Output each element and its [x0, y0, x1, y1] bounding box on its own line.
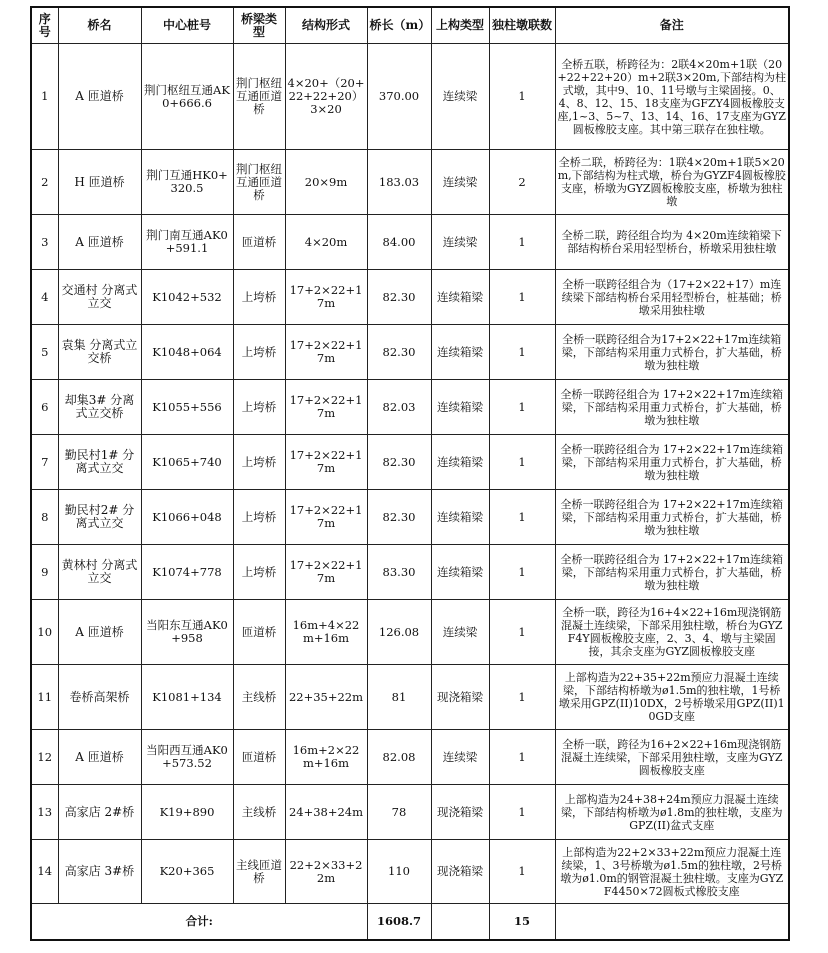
- row-structure: 22+35+22m: [285, 665, 367, 730]
- row-length: 183.03: [367, 150, 431, 215]
- row-superstructure: 连续箱梁: [431, 435, 489, 490]
- row-note: 全桥一联跨径组合为 17+2×22+17m连续箱梁，下部结构采用重力式桥台，扩大基础，桥墩为独柱墩: [555, 380, 789, 435]
- row-length: 83.30: [367, 545, 431, 600]
- row-pier-count: 1: [489, 380, 555, 435]
- row-name: 勤民村2# 分离式立交: [58, 490, 141, 545]
- row-note: 全桥五联，桥跨径为：2联4×20m+1联（20+22+22+20）m+2联3×20m,下部结构为柱式墩，其中9、10、11号墩与主梁固接。0、4、8、12、15、18支座为GFZY4圆板橡胶支座,1~3、5~7、13、14、16、17支座为GYZ圆板橡胶支座。其中第三联存在独柱墩。: [555, 44, 789, 150]
- row-structure: 17+2×22+17m: [285, 380, 367, 435]
- row-note: 全桥一联跨径组合为17+2×22+17m连续箱梁，下部结构采用重力式桥台，扩大基础，桥墩为独柱墩: [555, 325, 789, 380]
- row-no: 9: [31, 545, 58, 600]
- row-no: 6: [31, 380, 58, 435]
- row-station: 荆门互通HK0+320.5: [141, 150, 233, 215]
- row-no: 7: [31, 435, 58, 490]
- row-station: K20+365: [141, 840, 233, 904]
- row-type: 主线匝道桥: [233, 840, 285, 904]
- row-length: 84.00: [367, 215, 431, 270]
- row-length: 82.30: [367, 435, 431, 490]
- row-type: 主线桥: [233, 785, 285, 840]
- row-name: 交通村 分离式立交: [58, 270, 141, 325]
- row-type: 匝道桥: [233, 600, 285, 665]
- row-name: A 匝道桥: [58, 44, 141, 150]
- total-label: 合计:: [31, 904, 367, 941]
- row-pier-count: 1: [489, 435, 555, 490]
- row-type: 上垮桥: [233, 270, 285, 325]
- row-pier-count: 1: [489, 665, 555, 730]
- row-name: A 匝道桥: [58, 215, 141, 270]
- row-length: 126.08: [367, 600, 431, 665]
- table-row: [31, 150, 789, 215]
- table-row: [31, 325, 789, 380]
- row-station: K1065+740: [141, 435, 233, 490]
- row-pier-count: 1: [489, 490, 555, 545]
- row-pier-count: 1: [489, 270, 555, 325]
- row-name: 高家店 3#桥: [58, 840, 141, 904]
- header-name: 桥名: [58, 7, 141, 44]
- table-row: [31, 490, 789, 545]
- row-structure: 24+38+24m: [285, 785, 367, 840]
- row-length: 82.30: [367, 270, 431, 325]
- row-note: 全桥二联，桥跨径为：1联4×20m+1联5×20m,下部结构为柱式墩，桥台为GYZF4圆板橡胶支座，桥墩为GYZ圆板橡胶支座，桥墩为独柱墩: [555, 150, 789, 215]
- row-no: 2: [31, 150, 58, 215]
- row-name: 勤民村1# 分离式立交: [58, 435, 141, 490]
- table-row: [31, 600, 789, 665]
- table-row: [31, 545, 789, 600]
- row-structure: 4×20m: [285, 215, 367, 270]
- row-pier-count: 1: [489, 325, 555, 380]
- table-row: [31, 44, 789, 150]
- row-structure: 17+2×22+17m: [285, 435, 367, 490]
- bridge-table: [30, 6, 790, 941]
- row-station: K1042+532: [141, 270, 233, 325]
- row-pier-count: 1: [489, 44, 555, 150]
- row-station: 荆门南互通AK0+591.1: [141, 215, 233, 270]
- row-length: 81: [367, 665, 431, 730]
- row-station: 当阳西互通AK0+573.52: [141, 730, 233, 785]
- row-superstructure: 连续梁: [431, 600, 489, 665]
- row-superstructure: 连续梁: [431, 730, 489, 785]
- row-name: 卷桥高架桥: [58, 665, 141, 730]
- row-name: 袁集 分离式立交桥: [58, 325, 141, 380]
- row-station: 当阳东互通AK0+958: [141, 600, 233, 665]
- row-no: 12: [31, 730, 58, 785]
- row-structure: 20×9m: [285, 150, 367, 215]
- row-pier-count: 1: [489, 730, 555, 785]
- row-note: 上部构造为22+2×33+22m预应力混凝土连续梁，1、3号桥墩为ø1.5m的独柱墩，2号桥墩为ø1.0m的钢管混凝土独柱墩。支座为GYZF4450×72圆板式橡胶支座: [555, 840, 789, 904]
- total-blank: [431, 904, 489, 941]
- row-name: 却集3# 分离式立交桥: [58, 380, 141, 435]
- row-length: 110: [367, 840, 431, 904]
- row-type: 主线桥: [233, 665, 285, 730]
- row-superstructure: 连续箱梁: [431, 490, 489, 545]
- row-note: 全桥二联，跨径组合均为 4×20m连续箱梁下部结构桥台采用轻型桥台，桥墩采用独柱墩: [555, 215, 789, 270]
- header-station: 中心桩号: [141, 7, 233, 44]
- row-station: 荆门枢纽互通AK0+666.6: [141, 44, 233, 150]
- row-superstructure: 现浇箱梁: [431, 665, 489, 730]
- table-row: [31, 665, 789, 730]
- table-row: [31, 785, 789, 840]
- row-type: 上垮桥: [233, 545, 285, 600]
- table-row: [31, 380, 789, 435]
- row-type: 上垮桥: [233, 435, 285, 490]
- row-structure: 17+2×22+17m: [285, 545, 367, 600]
- row-no: 5: [31, 325, 58, 380]
- row-superstructure: 连续梁: [431, 150, 489, 215]
- row-no: 8: [31, 490, 58, 545]
- row-note: 全桥一联，跨径为16+2×22+16m现浇钢筋混凝土连续梁，下部采用独柱墩，支座为GYZ圆板橡胶支座: [555, 730, 789, 785]
- total-pier-count: 15: [489, 904, 555, 941]
- row-no: 1: [31, 44, 58, 150]
- row-length: 82.30: [367, 490, 431, 545]
- row-structure: 22+2×33+22m: [285, 840, 367, 904]
- table-row: [31, 270, 789, 325]
- row-superstructure: 连续箱梁: [431, 270, 489, 325]
- row-type: 荆门枢纽互通匝道桥: [233, 150, 285, 215]
- row-station: K1074+778: [141, 545, 233, 600]
- row-superstructure: 连续梁: [431, 215, 489, 270]
- table-row: [31, 435, 789, 490]
- row-structure: 17+2×22+17m: [285, 490, 367, 545]
- row-no: 10: [31, 600, 58, 665]
- row-note: 全桥一联跨径组合为 17+2×22+17m连续箱梁，下部结构采用重力式桥台，扩大基础，桥墩为独柱墩: [555, 435, 789, 490]
- row-structure: 17+2×22+17m: [285, 270, 367, 325]
- row-no: 14: [31, 840, 58, 904]
- row-pier-count: 1: [489, 545, 555, 600]
- row-name: A 匝道桥: [58, 600, 141, 665]
- row-station: K1055+556: [141, 380, 233, 435]
- header-length: 桥长（m）: [367, 7, 431, 44]
- total-length: 1608.7: [367, 904, 431, 941]
- row-note: 全桥一联，跨径为16+4×22+16m现浇钢筋混凝土连续梁，下部采用独柱墩，桥台为GYZF4Y圆板橡胶支座，2、3、4、墩与主梁固接，其余支座为GYZ圆板橡胶支座: [555, 600, 789, 665]
- row-structure: 4×20+（20+22+22+20）3×20: [285, 44, 367, 150]
- row-type: 上垮桥: [233, 380, 285, 435]
- row-length: 78: [367, 785, 431, 840]
- row-superstructure: 连续箱梁: [431, 325, 489, 380]
- row-no: 3: [31, 215, 58, 270]
- row-pier-count: 1: [489, 215, 555, 270]
- row-length: 370.00: [367, 44, 431, 150]
- row-length: 82.08: [367, 730, 431, 785]
- row-name: H 匝道桥: [58, 150, 141, 215]
- row-type: 匝道桥: [233, 730, 285, 785]
- row-note: 上部构造为22+35+22m预应力混凝土连续梁，下部结构桥墩为ø1.5m的独柱墩，1号桥墩采用GPZ(II)10DX，2号桥墩采用GPZ(II)10GD支座: [555, 665, 789, 730]
- header-note: 备注: [555, 7, 789, 44]
- row-superstructure: 连续箱梁: [431, 545, 489, 600]
- row-type: 上垮桥: [233, 325, 285, 380]
- total-note-blank: [555, 904, 789, 941]
- header-pier-count: 独柱墩联数: [489, 7, 555, 44]
- row-name: 高家店 2#桥: [58, 785, 141, 840]
- row-superstructure: 连续梁: [431, 44, 489, 150]
- row-type: 上垮桥: [233, 490, 285, 545]
- row-pier-count: 2: [489, 150, 555, 215]
- row-structure: 16m+4×22m+16m: [285, 600, 367, 665]
- row-station: K1066+048: [141, 490, 233, 545]
- row-station: K1048+064: [141, 325, 233, 380]
- row-no: 11: [31, 665, 58, 730]
- row-pier-count: 1: [489, 600, 555, 665]
- row-station: K19+890: [141, 785, 233, 840]
- row-pier-count: 1: [489, 785, 555, 840]
- row-pier-count: 1: [489, 840, 555, 904]
- table-row: [31, 840, 789, 904]
- row-station: K1081+134: [141, 665, 233, 730]
- row-structure: 16m+2×22m+16m: [285, 730, 367, 785]
- bridge-table-container: [30, 6, 788, 941]
- row-no: 4: [31, 270, 58, 325]
- header-type: 桥梁类型: [233, 7, 285, 44]
- row-structure: 17+2×22+17m: [285, 325, 367, 380]
- row-note: 全桥一联跨径组合为 17+2×22+17m连续箱梁，下部结构采用重力式桥台，扩大基础，桥墩为独柱墩: [555, 490, 789, 545]
- row-name: 黄林村 分离式立交: [58, 545, 141, 600]
- row-superstructure: 现浇箱梁: [431, 785, 489, 840]
- table-row: [31, 215, 789, 270]
- row-type: 荆门枢纽互通匝道桥: [233, 44, 285, 150]
- header-structure: 结构形式: [285, 7, 367, 44]
- row-type: 匝道桥: [233, 215, 285, 270]
- table-row: [31, 730, 789, 785]
- row-note: 全桥一联跨径组合为（17+2×22+17）m连续梁下部结构桥台采用轻型桥台，桩基础；桥墩采用独柱墩: [555, 270, 789, 325]
- header-no: 序号: [31, 7, 58, 44]
- header-row: [31, 7, 789, 44]
- row-no: 13: [31, 785, 58, 840]
- total-row: [31, 904, 789, 941]
- row-superstructure: 现浇箱梁: [431, 840, 489, 904]
- row-length: 82.30: [367, 325, 431, 380]
- row-name: A 匝道桥: [58, 730, 141, 785]
- header-superstructure: 上构类型: [431, 7, 489, 44]
- row-note: 上部构造为24+38+24m预应力混凝土连续梁，下部结构桥墩为ø1.8m的独柱墩，支座为GPZ(II)盆式支座: [555, 785, 789, 840]
- row-superstructure: 连续箱梁: [431, 380, 489, 435]
- row-length: 82.03: [367, 380, 431, 435]
- row-note: 全桥一联跨径组合为 17+2×22+17m连续箱梁，下部结构采用重力式桥台，扩大基础，桥墩为独柱墩: [555, 545, 789, 600]
